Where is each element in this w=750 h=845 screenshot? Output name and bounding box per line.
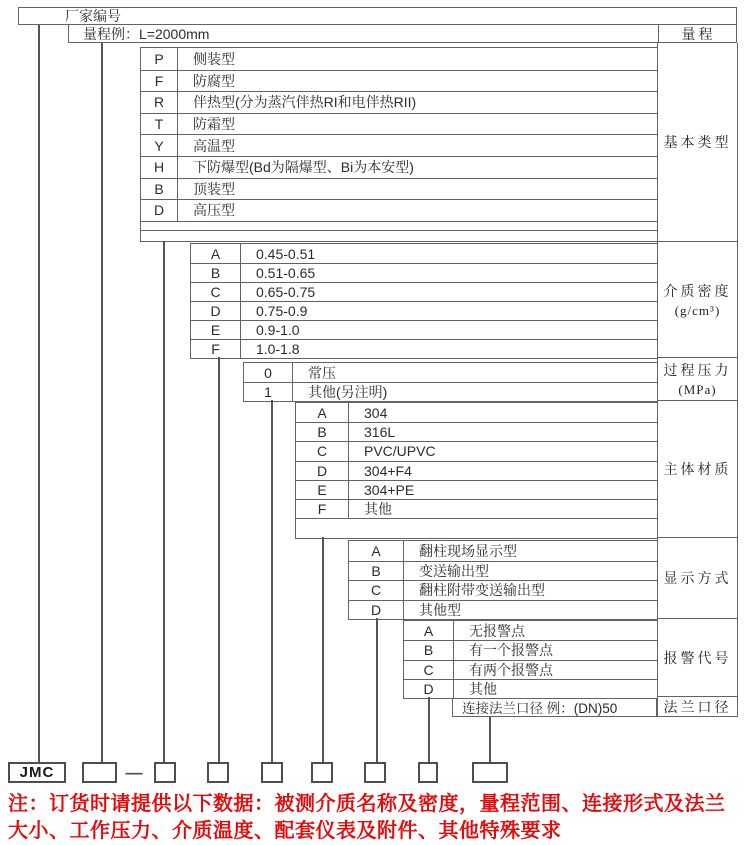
option-desc-cell: 304+PE (364, 481, 415, 498)
option-code-cell: C (404, 661, 454, 679)
option-row (404, 679, 657, 698)
option-code-cell: B (349, 562, 404, 581)
category-label-cell (658, 619, 737, 697)
model-display-box (364, 762, 386, 783)
option-desc-cell: 304+F4 (364, 462, 412, 479)
option-row (141, 178, 657, 200)
range-category-label: 量程 (681, 27, 716, 43)
option-code-cell: B (404, 641, 454, 659)
option-desc-cell: 伴热型(分为蒸汽伴热RI和电伴热RII) (193, 94, 417, 111)
option-row (191, 244, 657, 263)
category-label: 报警代号 (663, 651, 732, 667)
option-code-cell: D (404, 680, 454, 698)
option-row (191, 301, 657, 320)
vendor-number-label: 厂家编号 (65, 8, 121, 24)
section-process-pressure (243, 362, 658, 402)
range-category-cell (658, 25, 738, 42)
connector-line (218, 357, 220, 762)
category-unit-label: (MPa) (678, 382, 717, 397)
option-code-cell: E (296, 481, 349, 499)
option-desc-cell: PVC/UPVC (364, 443, 436, 460)
option-desc-cell: 有两个报警点 (469, 661, 553, 678)
connector-line (38, 25, 40, 762)
option-row (349, 600, 657, 620)
option-desc-cell: 其他 (469, 680, 497, 697)
empty-row (141, 230, 657, 241)
section-display-mode (348, 540, 658, 620)
option-desc-cell: 0.45-0.51 (256, 245, 316, 262)
category-label: 过程压力 (663, 364, 732, 379)
ordering-note (8, 791, 746, 845)
option-row (404, 621, 657, 640)
option-desc-cell: 有一个报警点 (469, 642, 553, 659)
model-dash: — (125, 762, 143, 782)
category-unit-label: (g/cm³) (674, 302, 721, 318)
option-row (191, 282, 657, 301)
section-body-material (295, 402, 658, 539)
range-example-label: 量程例：L=2000mm (83, 25, 210, 42)
category-label-cell (658, 538, 737, 619)
connector-line (489, 717, 491, 762)
category-label: 介质密度 (663, 284, 732, 300)
model-alarm-box (418, 762, 438, 783)
option-row (141, 48, 657, 70)
option-row (141, 113, 657, 135)
section-basic-type (140, 47, 658, 242)
vendor-number-row (18, 7, 737, 25)
category-label: 基本类型 (663, 136, 732, 151)
connector-line (322, 537, 324, 762)
option-desc-cell: 0.51-0.65 (256, 265, 316, 281)
option-desc-cell: 防腐型 (193, 72, 235, 89)
option-code-cell: T (141, 114, 178, 135)
category-label: 法兰口径 (663, 700, 732, 716)
option-row (349, 541, 657, 561)
option-code-cell: F (141, 71, 178, 92)
category-label-column (657, 43, 738, 717)
category-label-cell (658, 697, 737, 716)
model-prefix-label: JMC (19, 764, 55, 781)
ordering-note-line: 注：订货时请提供以下数据：被测介质名称及密度，量程范围、连接形式及法兰 (8, 793, 726, 815)
option-row (349, 580, 657, 600)
option-desc-cell: 高压型 (193, 202, 235, 219)
model-material-box (311, 762, 333, 783)
option-desc-cell: 下防爆型(Bd为隔爆型、Bi为本安型) (193, 159, 414, 176)
empty-row (296, 518, 657, 538)
ordering-note-line: 大小、工作压力、介质温度、配套仪表及附件、其他特殊要求 (8, 820, 562, 842)
option-desc-cell: 316L (364, 424, 396, 441)
model-density-box (207, 762, 229, 783)
option-desc-cell: 0.9-1.0 (256, 322, 300, 338)
option-code-cell: A (349, 541, 404, 561)
option-desc-cell: 1.0-1.8 (256, 341, 300, 357)
model-range-box (82, 762, 117, 783)
option-row (296, 461, 657, 480)
option-row (296, 403, 657, 422)
option-row (141, 156, 657, 178)
option-row (244, 363, 657, 382)
option-row (191, 339, 657, 358)
option-desc-cell: 翻柱现场显示型 (419, 542, 517, 559)
option-code-cell: E (191, 321, 241, 339)
model-pressure-box (261, 762, 283, 783)
option-row (141, 134, 657, 156)
model-basic-type-box (154, 762, 176, 783)
option-code-cell: C (296, 442, 349, 460)
option-code-cell: P (141, 48, 178, 70)
option-code-cell: F (296, 500, 349, 518)
option-code-cell: B (191, 264, 241, 282)
option-desc-cell: 常压 (308, 364, 336, 381)
connector-line (163, 241, 165, 762)
connector-line (376, 618, 378, 762)
category-label-cell (658, 358, 737, 401)
option-row (191, 320, 657, 339)
option-row (141, 199, 657, 221)
option-desc-cell: 顶装型 (193, 180, 235, 197)
option-desc-cell: 无报警点 (469, 622, 525, 639)
option-desc-cell: 其他(另注明) (308, 384, 388, 400)
option-desc-cell: 侧装型 (193, 50, 235, 67)
option-code-cell: F (191, 340, 241, 358)
option-code-cell: 1 (244, 383, 293, 401)
option-row (244, 382, 657, 401)
option-row (296, 441, 657, 460)
option-row (141, 91, 657, 113)
option-desc-cell: 其他型 (419, 601, 461, 618)
option-desc-cell: 高温型 (193, 137, 235, 154)
option-desc-cell: 翻柱附带变送输出型 (419, 582, 545, 599)
option-code-cell: A (191, 244, 241, 263)
empty-row (141, 221, 657, 230)
category-label-cell (658, 43, 737, 242)
option-desc-cell: 变送输出型 (419, 562, 489, 579)
option-code-cell: D (141, 200, 178, 221)
option-desc-cell: 0.65-0.75 (256, 284, 316, 300)
option-desc-cell: 304 (364, 404, 388, 421)
section-alarm-code (403, 620, 658, 699)
option-code-cell: R (141, 92, 178, 113)
category-label: 主体材质 (663, 463, 732, 478)
option-code-cell: Y (141, 135, 178, 156)
option-row (349, 561, 657, 581)
option-row (296, 499, 657, 518)
option-code-cell: C (349, 581, 404, 600)
section-medium-density (190, 243, 658, 359)
option-row (191, 263, 657, 282)
flange-size-label: 连接法兰口径 例：(DN)50 (462, 700, 618, 716)
category-label-cell (658, 242, 737, 358)
range-row (68, 24, 737, 43)
option-code-cell: C (191, 283, 241, 301)
option-code-cell: A (296, 403, 349, 422)
option-desc-cell: 其他 (364, 501, 392, 518)
connector-line (101, 43, 103, 762)
option-row (296, 422, 657, 441)
option-code-cell: B (141, 179, 178, 200)
option-code-cell: D (296, 462, 349, 480)
category-label: 显示方式 (663, 572, 732, 587)
model-flange-box (472, 762, 508, 783)
option-code-cell: A (404, 621, 454, 640)
option-row (404, 640, 657, 659)
option-desc-cell: 0.75-0.9 (256, 303, 308, 319)
option-desc-cell: 防霜型 (193, 116, 235, 133)
option-row (141, 70, 657, 92)
category-label-cell (658, 401, 737, 538)
option-row (404, 660, 657, 679)
option-row (296, 480, 657, 499)
option-code-cell: H (141, 157, 178, 178)
flange-size-row (452, 696, 657, 717)
option-code-cell: D (191, 302, 241, 320)
connector-line (428, 697, 430, 762)
model-prefix-box (8, 762, 66, 783)
option-code-cell: 0 (244, 363, 293, 382)
connector-line (271, 400, 273, 762)
option-code-cell: B (296, 423, 349, 441)
option-code-cell: D (349, 601, 404, 620)
